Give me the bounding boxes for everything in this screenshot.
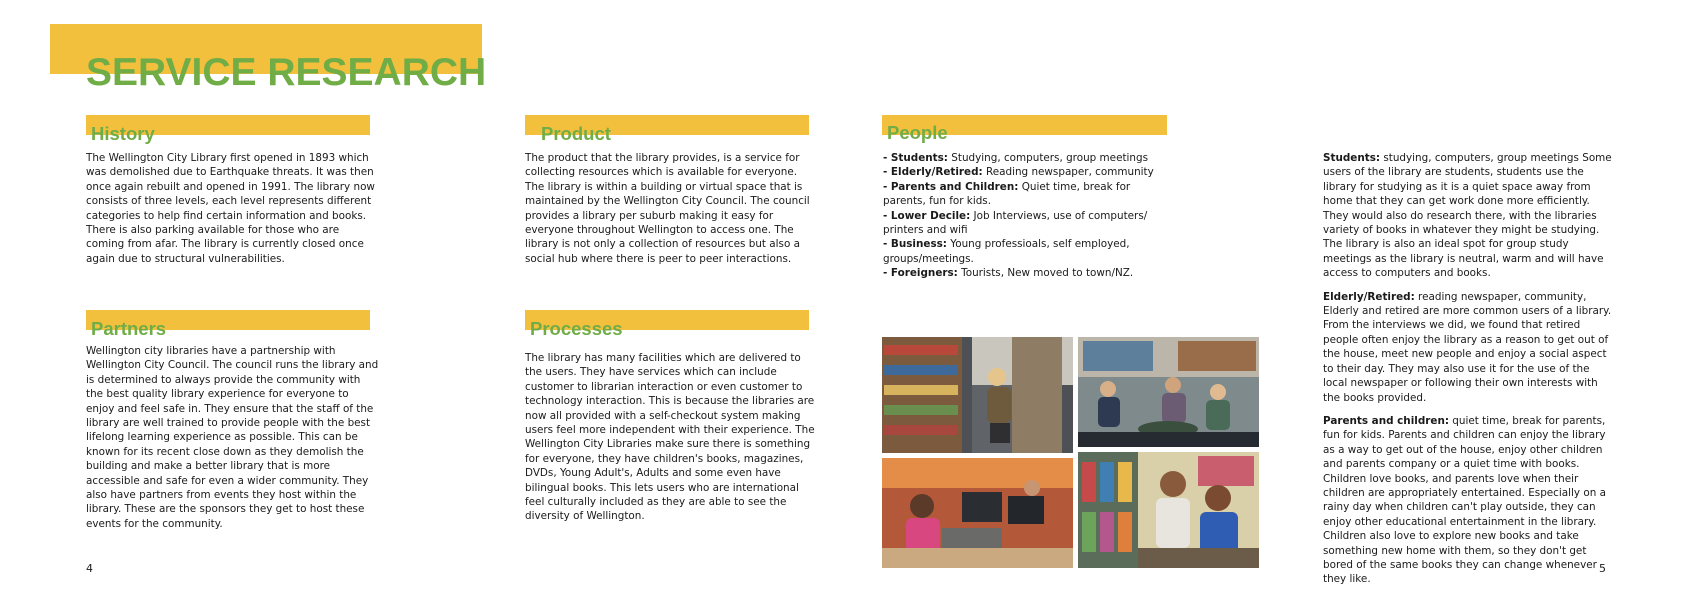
details-students: Students: studying, computers, group meetings Some users of the library are students, students use the library for studying as it is a quiet space away from home that they can get work done more efficiently. They would also do research there, with the libraries variety of books in whatever they might be studying. The library is also an ideal spot for group study meetings as the library is neutral, warm and will have access to computers and books.	[1323, 152, 1612, 280]
photo-children-at-computers	[882, 458, 1073, 568]
people-item-foreigners: - Foreigners: Tourists, New moved to town/NZ.	[883, 267, 1134, 280]
people-item-parents: - Parents and Children: Quiet time, break for parents, fun for kids.	[883, 180, 1131, 208]
people-details	[1323, 151, 1613, 596]
page-number-right: 5	[1599, 562, 1606, 575]
people-item-business: - Business: Young professioals, self employed, groups/meetings.	[883, 238, 1130, 265]
details-elderly: Elderly/Retired: reading newspaper, community, Elderly and retired are more common users of a library. From the interviews we did, we found that retired people often enjoy the library as a reason to get out of the house, meet new people and enjoy a social aspect to their day. They may also use it for the use of the local newspaper or following their own interests with the books provided.	[1323, 290, 1612, 404]
photo-group-seated-reading	[1078, 337, 1259, 447]
page-number-left: 4	[86, 562, 93, 575]
partners-text: Wellington city libraries have a partnership with Wellington City Council. The council runs the library and is determined to always provide the community with the best quality library experience for everyone to enjoy and feel safe in. They ensure that the staff of the library are well trained to provide people with the best lifelong learning experience as possible. This can be known for its recent close down as they demolish the building and make a better library that is more accessible and safe for even a wider community. They also have partners from events they host within the library. These are the sponsors they get to host these events for the community.	[86, 345, 379, 530]
history-text: The Wellington City Library first opened in 1893 which was demolished due to Earthquake threats. It was then once again rebuilt and opened in 1991. The library now consists of three levels, each level represents different categories to help find certain information and books. There is also parking available for those who are coming from afar. The library is currently closed once again due to structural vulnerabilities.	[86, 152, 375, 265]
details-parents: Parents and children: quiet time, break for parents, fun for kids. Parents and children can enjoy the library as a way to get out of the house, enjoy other children and parents company or a quiet time with books. Children love books, and parents love when their children are appropriately entertained. Especially on a rainy day when children can't play outside, they can enjoy other educational entertainment in the library. Children also love to explore new books and take something new home with them, so they don't get bored of the same books they can change whenever they like.	[1323, 414, 1606, 586]
people-item-students: - Students: Studying, computers, group meetings	[883, 152, 1149, 164]
processes-text: The library has many facilities which are delivered to the users. They have services which can include customer to librarian interaction or even customer to technology interaction. This is because the libraries are now all provided with a self-checkout system making users feel more independent with their experience. The Wellington City Libraries make sure there is something for everyone, they have children's books, magazines, DVDs, Young Adult's, Adults and some even have bilingual books. This lets users who are international feel culturally included as they are able to see the diversity of Wellington.	[525, 352, 815, 523]
people-item-elderly: - Elderly/Retired: Reading newspaper, community	[883, 166, 1154, 179]
product-text: The product that the library provides, is a service for collecting resources which is available for everyone. The library is within a building or virtual space that is maintained by the Wellington City Council. The council provides a library per suburb making it easy for everyone throughout Wellington to access one. The library is not only a collection of resources but also a social hub where there is peer to peer interactions.	[525, 152, 810, 265]
product-heading: Product	[541, 123, 611, 144]
photo-boys-browsing-books	[1078, 452, 1259, 568]
history-heading: History	[91, 123, 155, 144]
people-list	[883, 151, 1173, 281]
processes-heading: Processes	[530, 318, 623, 339]
people-heading: People	[887, 122, 948, 143]
partners-heading: Partners	[91, 318, 167, 339]
people-item-lower-decile: - Lower Decile: Job Interviews, use of computers/ printers and wifi	[883, 209, 1148, 237]
photo-woman-browsing-shelves	[882, 337, 1073, 453]
page-title: SERVICE RESEARCH	[86, 51, 487, 94]
